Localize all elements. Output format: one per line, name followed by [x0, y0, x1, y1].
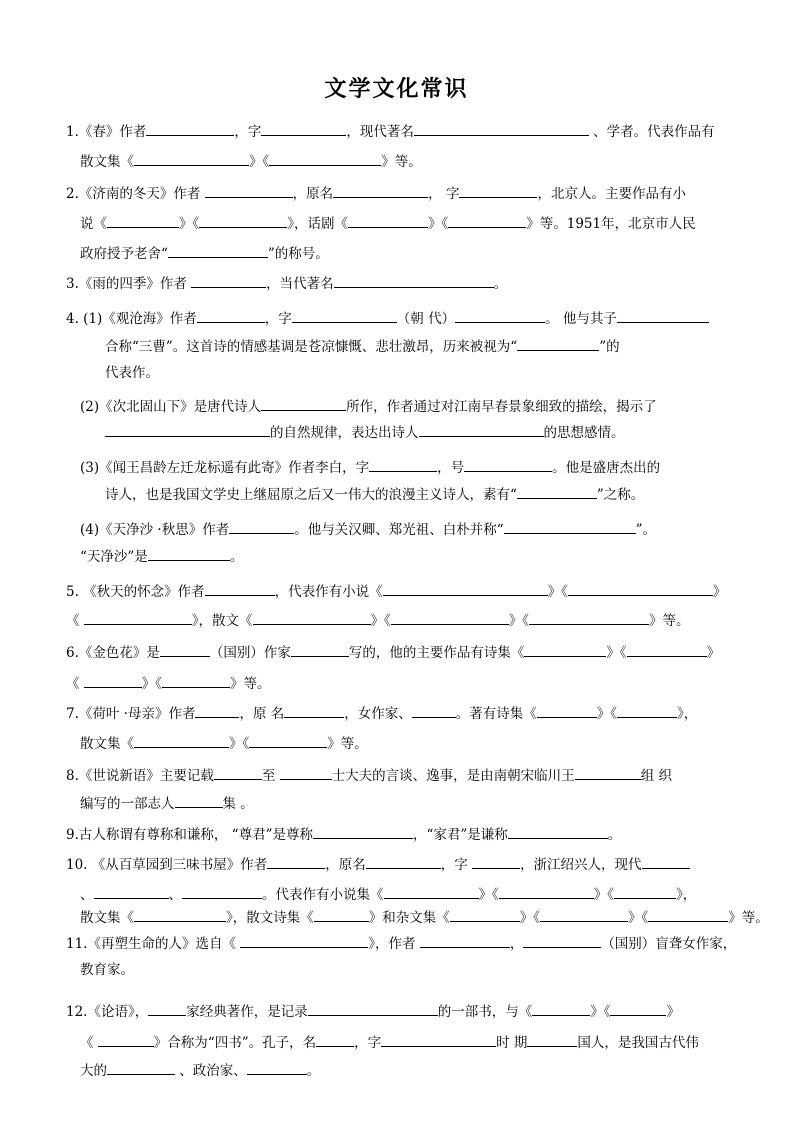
text-line: [105, 483, 644, 505]
text-line: [80, 242, 329, 264]
prompt-text: ，北京人。主要作品有小: [537, 186, 686, 202]
answer-blank[interactable]: [313, 823, 413, 839]
prompt-text: 教育家。: [80, 962, 134, 978]
prompt-text: 。: [607, 827, 622, 843]
prompt-text: 》《: [229, 736, 250, 752]
answer-blank[interactable]: [253, 609, 371, 625]
answer-blank[interactable]: [540, 906, 628, 922]
text-line: [80, 150, 422, 172]
prompt-text: 写的，他的主要作品有诗集《: [348, 645, 525, 661]
answer-blank[interactable]: [642, 853, 690, 869]
answer-blank[interactable]: [610, 1000, 666, 1016]
prompt-text: 的自然规律，表达出诗人: [270, 425, 419, 441]
prompt-text: 。著有诗集《: [455, 706, 537, 722]
prompt-text: 代表作。: [105, 365, 159, 381]
prompt-text: （国别）作家: [209, 645, 291, 661]
prompt-text: 7.《荷叶 ·母亲》作者: [66, 706, 196, 722]
prompt-text: 合称“三曹”。这首诗的情感基调是苍凉慷慨、悲壮激昂，历来被视为“: [105, 339, 518, 355]
prompt-text: 》《: [596, 706, 618, 722]
prompt-text: 》，散文诗集《: [226, 910, 314, 926]
prompt-text: 。他与关汉卿、郑光祖、白朴并称“: [294, 522, 504, 538]
prompt-text: 》，: [677, 706, 698, 722]
text-line: [66, 580, 726, 602]
answer-blank[interactable]: [527, 1031, 577, 1047]
answer-blank[interactable]: [284, 702, 344, 718]
answer-blank[interactable]: [537, 702, 597, 718]
answer-blank[interactable]: [107, 212, 179, 228]
prompt-text: ”之称。: [596, 487, 645, 503]
prompt-text: 。: [229, 549, 244, 565]
answer-blank[interactable]: [240, 932, 368, 948]
text-line: [66, 182, 686, 204]
answer-blank[interactable]: [148, 1000, 186, 1016]
text-line: [80, 1031, 699, 1053]
prompt-text: (2)《次北固山下》是唐代诗人: [80, 399, 262, 415]
text-line: [80, 395, 657, 417]
prompt-text: 》《: [478, 887, 499, 903]
answer-blank[interactable]: [529, 609, 649, 625]
answer-blank[interactable]: [84, 672, 142, 688]
answer-blank[interactable]: [450, 906, 520, 922]
text-line: [66, 853, 690, 875]
prompt-text: 。代表作有小说集《: [262, 887, 384, 903]
prompt-text: 》等。: [381, 154, 422, 170]
prompt-text: (4)《天净沙 ·秋思》作者: [80, 522, 230, 538]
answer-blank[interactable]: [517, 335, 599, 351]
answer-blank[interactable]: [412, 702, 456, 718]
prompt-text: 、: [80, 887, 94, 903]
prompt-text: 散文集《: [80, 736, 134, 752]
prompt-text: 》《: [519, 910, 540, 926]
prompt-text: ，原名: [325, 857, 366, 873]
text-line: [80, 883, 696, 905]
text-line: [66, 609, 690, 631]
prompt-text: 至: [261, 768, 280, 784]
prompt-text: 、: [168, 887, 182, 903]
prompt-text: 》和杂文集《: [368, 910, 450, 926]
answer-blank[interactable]: [504, 518, 636, 534]
answer-blank[interactable]: [249, 732, 327, 748]
prompt-text: ，“家君”是谦称: [412, 827, 508, 843]
text-line: [80, 960, 134, 980]
prompt-text: 》，作者: [368, 936, 420, 952]
prompt-text: 》等。1951年，北京市人民: [526, 216, 696, 232]
answer-blank[interactable]: [464, 456, 552, 472]
text-line: [80, 792, 254, 814]
prompt-text: 编写的一部志人: [80, 796, 175, 812]
answer-blank[interactable]: [508, 823, 608, 839]
answer-blank[interactable]: [107, 1059, 175, 1075]
text-line: [80, 906, 769, 928]
answer-blank[interactable]: [291, 641, 349, 657]
answer-blank[interactable]: [472, 853, 520, 869]
prompt-text: （朝 代）: [396, 311, 456, 327]
prompt-text: 》，话剧《: [287, 216, 348, 232]
answer-blank[interactable]: [316, 1031, 354, 1047]
answer-blank[interactable]: [314, 906, 369, 922]
answer-blank[interactable]: [98, 1031, 154, 1047]
prompt-text: 8.《世说新语》主要记载: [66, 768, 214, 784]
text-line: [105, 335, 620, 357]
prompt-text: 》合称为“四书”。孔子，名: [153, 1035, 317, 1051]
prompt-text: 》《: [628, 910, 649, 926]
prompt-text: “天净沙”是: [80, 549, 148, 565]
prompt-text: 。他是盛唐杰出的: [552, 460, 661, 476]
text-line: [80, 1059, 320, 1081]
prompt-text: 》，: [676, 887, 697, 903]
answer-blank[interactable]: [191, 272, 266, 288]
prompt-text: ，原名: [292, 186, 334, 202]
prompt-text: 》，散文《: [191, 613, 253, 629]
answer-blank[interactable]: [280, 764, 332, 780]
text-line: [66, 307, 709, 329]
answer-blank[interactable]: [369, 456, 437, 472]
answer-blank[interactable]: [523, 932, 601, 948]
prompt-text: （国别）盲聋女作家，: [601, 936, 737, 952]
answer-blank[interactable]: [419, 421, 544, 437]
prompt-text: 《: [66, 613, 84, 629]
prompt-text: ，代表作有小说《: [274, 584, 383, 600]
text-line: [66, 702, 697, 724]
prompt-text: 》: [712, 584, 727, 600]
prompt-text: 》《: [606, 645, 627, 661]
prompt-text: ，号: [437, 460, 465, 476]
answer-blank[interactable]: [261, 395, 346, 411]
answer-blank[interactable]: [148, 545, 230, 561]
text-line: [66, 764, 672, 786]
prompt-text: 时 期: [496, 1035, 528, 1051]
answer-blank[interactable]: [648, 906, 728, 922]
answer-blank[interactable]: [195, 702, 239, 718]
prompt-text: ，字: [234, 124, 262, 140]
prompt-text: 12.《论语》，: [66, 1004, 149, 1020]
prompt-text: 》《: [428, 216, 449, 232]
answer-blank[interactable]: [383, 580, 548, 596]
prompt-text: ，字: [354, 1035, 382, 1051]
answer-blank[interactable]: [614, 883, 676, 899]
answer-blank[interactable]: [334, 272, 494, 288]
prompt-text: ，浙江绍兴人，现代: [520, 857, 642, 873]
prompt-text: 政府授予老舍“: [80, 246, 168, 262]
prompt-text: 10. 《从百草园到三味书屋》作者: [66, 857, 268, 873]
prompt-text: 《: [80, 1035, 98, 1051]
answer-blank[interactable]: [199, 212, 287, 228]
prompt-text: ”的称号。: [267, 246, 329, 262]
answer-blank[interactable]: [205, 580, 275, 596]
prompt-text: 4. (1)《观沧海》作者: [66, 311, 197, 327]
prompt-text: 国人，是我国古代伟: [577, 1035, 699, 1051]
answer-blank[interactable]: [214, 764, 262, 780]
prompt-text: 》等。: [327, 736, 368, 752]
prompt-text: 》: [706, 645, 721, 661]
answer-blank[interactable]: [175, 792, 223, 808]
prompt-text: (3)《闻王昌龄左迁龙标遥有此寄》作者李白，字: [80, 460, 370, 476]
prompt-text: 散文集《: [80, 154, 134, 170]
text-line: [80, 456, 660, 478]
prompt-text: ，当代著名: [266, 276, 334, 292]
prompt-text: 3.《雨的四季》作者: [66, 276, 192, 292]
prompt-text: ，: [509, 936, 524, 952]
answer-blank[interactable]: [261, 120, 346, 136]
prompt-text: ”的: [599, 339, 620, 355]
answer-blank[interactable]: [333, 182, 428, 198]
prompt-text: ，女作家、: [344, 706, 412, 722]
prompt-text: 组 织: [640, 768, 672, 784]
answer-blank[interactable]: [617, 702, 677, 718]
text-line: [66, 120, 715, 142]
answer-blank[interactable]: [267, 853, 325, 869]
prompt-text: 散文集《: [80, 910, 134, 926]
prompt-text: 》等。: [728, 910, 769, 926]
answer-blank[interactable]: [205, 182, 293, 198]
text-line: [66, 1000, 680, 1022]
answer-blank[interactable]: [420, 932, 510, 948]
answer-blank[interactable]: [308, 1000, 438, 1016]
prompt-text: 大的: [80, 1063, 107, 1079]
prompt-text: 6.《金色花》是: [66, 645, 160, 661]
prompt-text: 说《: [80, 216, 107, 232]
prompt-text: 》《: [370, 613, 391, 629]
prompt-text: 5. 《秋天的怀念》作者: [66, 584, 205, 600]
answer-blank[interactable]: [391, 609, 509, 625]
prompt-text: 、政治家、: [175, 1063, 247, 1079]
prompt-text: 士大夫的言谈、逸事，是由南朝宋临川王: [331, 768, 575, 784]
answer-blank[interactable]: [366, 853, 441, 869]
prompt-text: 家经典著作，是记录: [186, 1004, 308, 1020]
answer-blank[interactable]: [269, 150, 381, 166]
prompt-text: ，字: [264, 311, 292, 327]
text-line: [66, 672, 271, 694]
text-line: [66, 641, 720, 663]
answer-blank[interactable]: [134, 150, 249, 166]
answer-blank[interactable]: [384, 883, 479, 899]
prompt-text: ”。: [635, 522, 657, 538]
prompt-text: 诗人，也是我国文学史上继屈原之后又一伟大的浪漫主义诗人，素有“: [105, 487, 517, 503]
prompt-text: 》《: [547, 584, 568, 600]
answer-blank[interactable]: [168, 242, 268, 258]
prompt-text: 》《: [179, 216, 200, 232]
answer-blank[interactable]: [627, 641, 707, 657]
prompt-text: 》《: [508, 613, 530, 629]
answer-blank[interactable]: [455, 307, 545, 323]
answer-blank[interactable]: [146, 120, 234, 136]
answer-blank[interactable]: [247, 1059, 307, 1075]
answer-blank[interactable]: [134, 906, 226, 922]
text-line: [80, 212, 696, 234]
answer-blank[interactable]: [292, 307, 397, 323]
answer-blank[interactable]: [182, 883, 262, 899]
answer-blank[interactable]: [84, 609, 192, 625]
answer-blank[interactable]: [499, 883, 594, 899]
text-line: [80, 518, 656, 540]
prompt-text: 集 。: [222, 796, 254, 812]
page-title: 文学文化常识: [324, 76, 469, 102]
prompt-text: 。: [493, 276, 508, 292]
prompt-text: 》《: [590, 1004, 611, 1020]
prompt-text: 的一部书，与《: [437, 1004, 533, 1020]
prompt-text: 的思想感情。: [543, 425, 625, 441]
prompt-text: 》《: [141, 676, 163, 692]
text-line: [80, 732, 368, 754]
answer-blank[interactable]: [524, 641, 606, 657]
answer-blank[interactable]: [448, 212, 526, 228]
text-line: [66, 932, 736, 954]
answer-blank[interactable]: [162, 672, 230, 688]
prompt-text: 》等。: [649, 613, 690, 629]
text-line: [66, 272, 507, 294]
text-line: [80, 545, 243, 567]
answer-blank[interactable]: [94, 883, 169, 899]
prompt-text: ，现代著名: [346, 124, 414, 140]
prompt-text: 、学者。代表作品有: [588, 124, 715, 140]
prompt-text: ，原 名: [239, 706, 285, 722]
answer-blank[interactable]: [381, 1031, 496, 1047]
answer-blank[interactable]: [617, 307, 709, 323]
text-line: [105, 421, 625, 443]
prompt-text: 所作，作者通过对江南早春景象细致的描绘，揭示了: [346, 399, 657, 415]
answer-blank[interactable]: [348, 212, 428, 228]
prompt-text: 》《: [593, 887, 614, 903]
prompt-text: 》: [666, 1004, 680, 1020]
prompt-text: ，字: [440, 857, 473, 873]
answer-blank[interactable]: [517, 483, 597, 499]
answer-blank[interactable]: [414, 120, 589, 136]
answer-blank[interactable]: [532, 1000, 590, 1016]
prompt-text: ， 字: [428, 186, 460, 202]
prompt-text: 《: [66, 676, 84, 692]
prompt-text: 。: [306, 1063, 321, 1079]
prompt-text: 1.《春》作者: [66, 124, 147, 140]
prompt-text: 11.《再塑生命的人》选自《: [66, 936, 241, 952]
answer-blank[interactable]: [229, 518, 294, 534]
answer-blank[interactable]: [160, 641, 210, 657]
prompt-text: 》《: [249, 154, 270, 170]
answer-blank[interactable]: [134, 732, 229, 748]
answer-blank[interactable]: [197, 307, 265, 323]
text-line: [66, 823, 621, 845]
prompt-text: 。 他与其子: [545, 311, 617, 327]
text-line: [105, 363, 159, 383]
answer-blank[interactable]: [575, 764, 641, 780]
prompt-text: 9.古人称谓有尊称和谦称， “尊君”是尊称: [66, 827, 313, 843]
answer-blank[interactable]: [105, 421, 270, 437]
prompt-text: 》等。: [230, 676, 271, 692]
answer-blank[interactable]: [568, 580, 713, 596]
prompt-text: 2.《济南的冬天》作者: [66, 186, 205, 202]
answer-blank[interactable]: [459, 182, 537, 198]
